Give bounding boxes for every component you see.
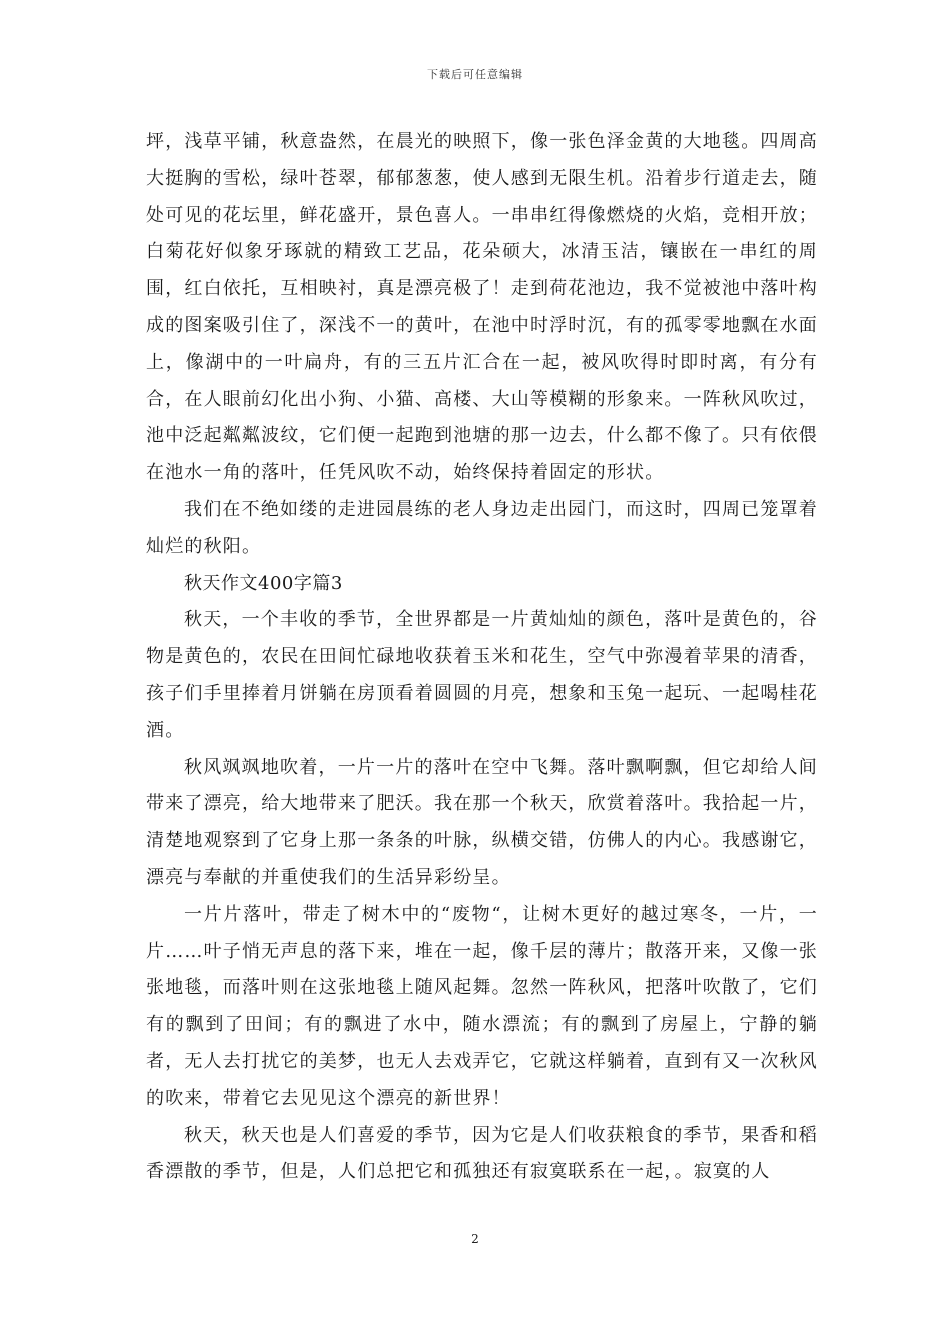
- paragraph-1: 坪，浅草平铺，秋意盎然，在晨光的映照下，像一张色泽金黄的大地毯。四周高大挺胸的雪松，绿叶苍翠，郁郁葱葱，使人感到无限生机。沿着步行道走去，随处可见的花坛里，鲜花盛开，景色喜人。一串串红得像燃烧的火焰，竞相开放；白菊花好似象牙琢就的精致工艺品，花朵硕大，冰清玉洁，镶嵌在一串红的周围，红白依托，互相映衬，真是漂亮极了！走到荷花池边，我不觉被池中落叶构成的图案吸引住了，深浅不一的黄叶，在池中时浮时沉，有的孤零零地飘在水面上，像湖中的一叶扁舟，有的三五片汇合在一起，被风吹得时即时离，有分有合，在人眼前幻化出小狗、小猫、高楼、大山等模糊的形象来。一阵秋风吹过，池中泛起粼粼波纹，它们便一起跑到池塘的那一边去，什么都不像了。只有依偎在池水一角的落叶，任凭风吹不动，始终保持着固定的形状。: [146, 131, 818, 484]
- paragraph-3: 秋天，一个丰收的季节，全世界都是一片黄灿灿的颜色，落叶是黄色的，谷物是黄色的，农民在田间忙碌地收获着玉米和花生，空气中弥漫着苹果的清香，孩子们手里捧着月饼躺在房顶看着圆圆的月亮，想象和玉兔一起玩、一起喝桂花酒。: [146, 609, 818, 741]
- section-heading: 秋天作文400字篇3: [184, 572, 343, 594]
- page-header: 下载后可任意编辑: [427, 68, 523, 81]
- paragraph-6: 秋天，秋天也是人们喜爱的季节，因为它是人们收获粮食的季节，果香和稻香漂散的季节，但是，人们总把它和孤独还有寂寞联系在一起，。寂寞的人: [146, 1124, 818, 1183]
- paragraph-2: 我们在不绝如缕的走进园晨练的老人身边走出园门，而这时，四周已笼罩着灿烂的秋阳。: [146, 498, 818, 557]
- paragraph-4: 秋风飒飒地吹着，一片一片的落叶在空中飞舞。落叶飘啊飘，但它却给人间带来了漂亮，给大地带来了肥沃。我在那一个秋天，欣赏着落叶。我拾起一片，清楚地观察到了它身上那一条条的叶脉，纵横交错，仿佛人的内心。我感谢它，漂亮与奉献的并重使我们的生活异彩纷呈。: [146, 756, 818, 888]
- document-body: [146, 124, 818, 1191]
- page-number: 2: [471, 1232, 479, 1246]
- paragraph-5: 一片片落叶，带走了树木中的“废物“，让树木更好的越过寒冬，一片，一片……叶子悄无声息的落下来，堆在一起，像千层的薄片；散落开来，又像一张张地毯，而落叶则在这张地毯上随风起舞。忽然一阵秋风，把落叶吹散了，它们有的飘到了田间；有的飘进了水中，随水漂流；有的飘到了房屋上，宁静的躺者，无人去打扰它的美梦，也无人去戏弄它，它就这样躺着，直到有又一次秋风的吹来，带着它去见见这个漂亮的新世界！: [146, 903, 818, 1109]
